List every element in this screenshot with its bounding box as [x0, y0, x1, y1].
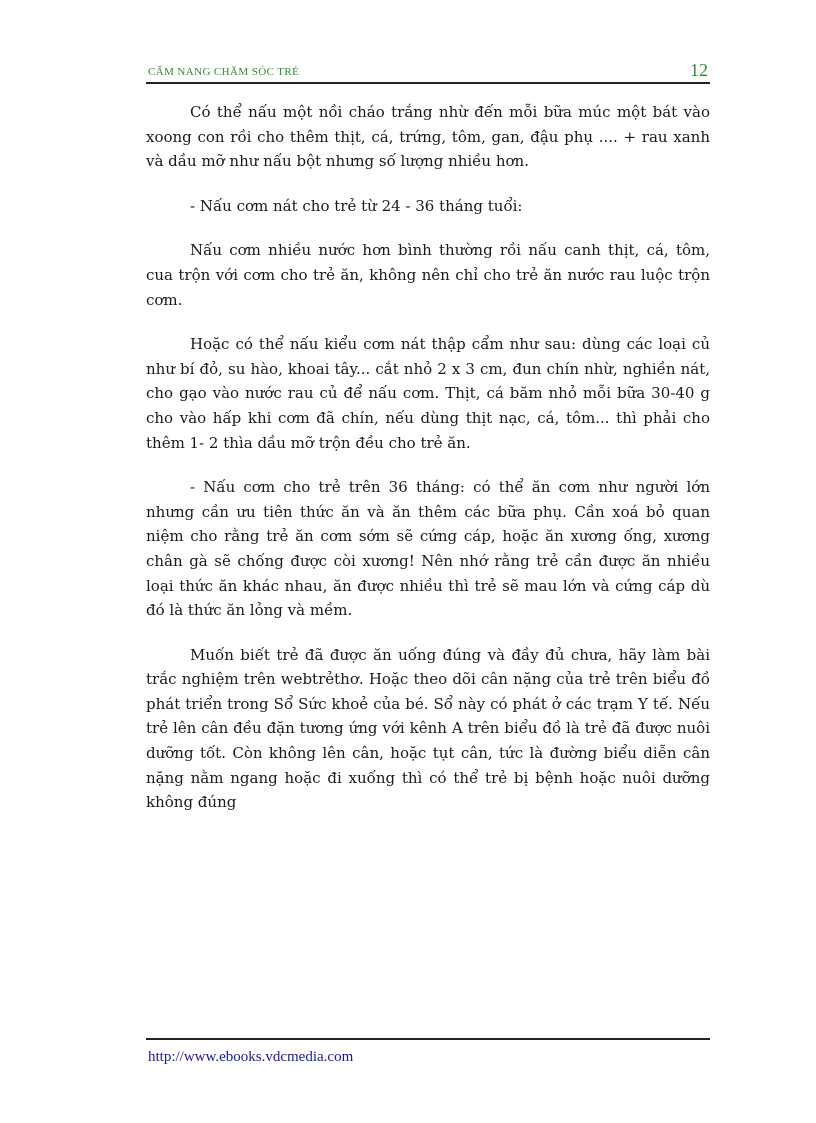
page-footer [146, 1038, 710, 1066]
paragraph-growth-check: Muốn biết trẻ đã được ăn uống đúng và đầy đủ chưa, hãy làm bài trắc nghiệm trên webtrẻthơ. Hoặc theo dõi cân nặng của trẻ trên biểu đồ phát triển trong Sổ Sức khoẻ của bé. Sổ này có phát ở các trạm Y tế. Nếu trẻ lên cân đều đặn tương ứng với kênh A trên biểu đồ là trẻ đã được nuôi dưỡng tốt. Còn không lên cân, hoặc tụt cân, tức là đường biểu diễn cân nặng nằm ngang hoặc đi xuống thì có thể trẻ bị bệnh hoặc nuôi dưỡng không đúng [146, 645, 710, 812]
paragraph-soft-rice-method: Nấu cơm nhiều nước hơn bình thường rồi nấu canh thịt, cá, tôm, cua trộn với cơm cho trẻ ăn, không nên chỉ cho trẻ ăn nước rau luộc trộn cơm. [146, 241, 710, 309]
page-body [146, 100, 710, 835]
book-title: CẨM NANG CHĂM SÓC TRẺ [148, 66, 300, 78]
page-header [146, 58, 710, 84]
page-number: 12 [690, 60, 708, 80]
paragraph-over-36-months: - Nấu cơm cho trẻ trên 36 tháng: có thể ăn cơm như người lớn nhưng cần ưu tiên thức ăn và ăn thêm các bữa phụ. Cần xoá bỏ quan niệm cho rằng trẻ ăn cơm sớm sẽ cứng cáp, hoặc ăn xương ống, xương chân gà sẽ chống được còi xương! Nên nhớ rằng trẻ cần được ăn nhiều loại thức ăn khác nhau, ăn được nhiều thì trẻ sẽ mau lớn và cứng cáp dù đó là thức ăn lỏng và mềm. [146, 478, 710, 620]
ebooks-link[interactable]: http://www.ebooks.vdcmedia.com [148, 1049, 354, 1065]
paragraph-mixed-rice: Hoặc có thể nấu kiểu cơm nát thập cẩm như sau: dùng các loại củ như bí đỏ, su hào, khoai tây... cắt nhỏ 2 x 3 cm, đun chín nhừ, nghiền nát, cho gạo vào nước rau củ để nấu cơm. Thịt, cá băm nhỏ mỗi bữa 30-40 g cho vào hấp khi cơm đã chín, nếu dùng thịt nạc, cá, tôm... thì phải cho thêm 1- 2 thìa dầu mỡ trộn đều cho trẻ ăn. [146, 335, 710, 452]
paragraph-soft-rice-heading: - Nấu cơm nát cho trẻ từ 24 - 36 tháng tuổi: [190, 196, 523, 215]
paragraph-rice-porridge: Có thể nấu một nồi cháo trắng nhừ đến mỗi bữa múc một bát vào xoong con rồi cho thêm thịt, cá, trứng, tôm, gan, đậu phụ .... + rau xanh và dầu mỡ như nấu bột nhưng số lượng nhiều hơn. [146, 103, 710, 171]
